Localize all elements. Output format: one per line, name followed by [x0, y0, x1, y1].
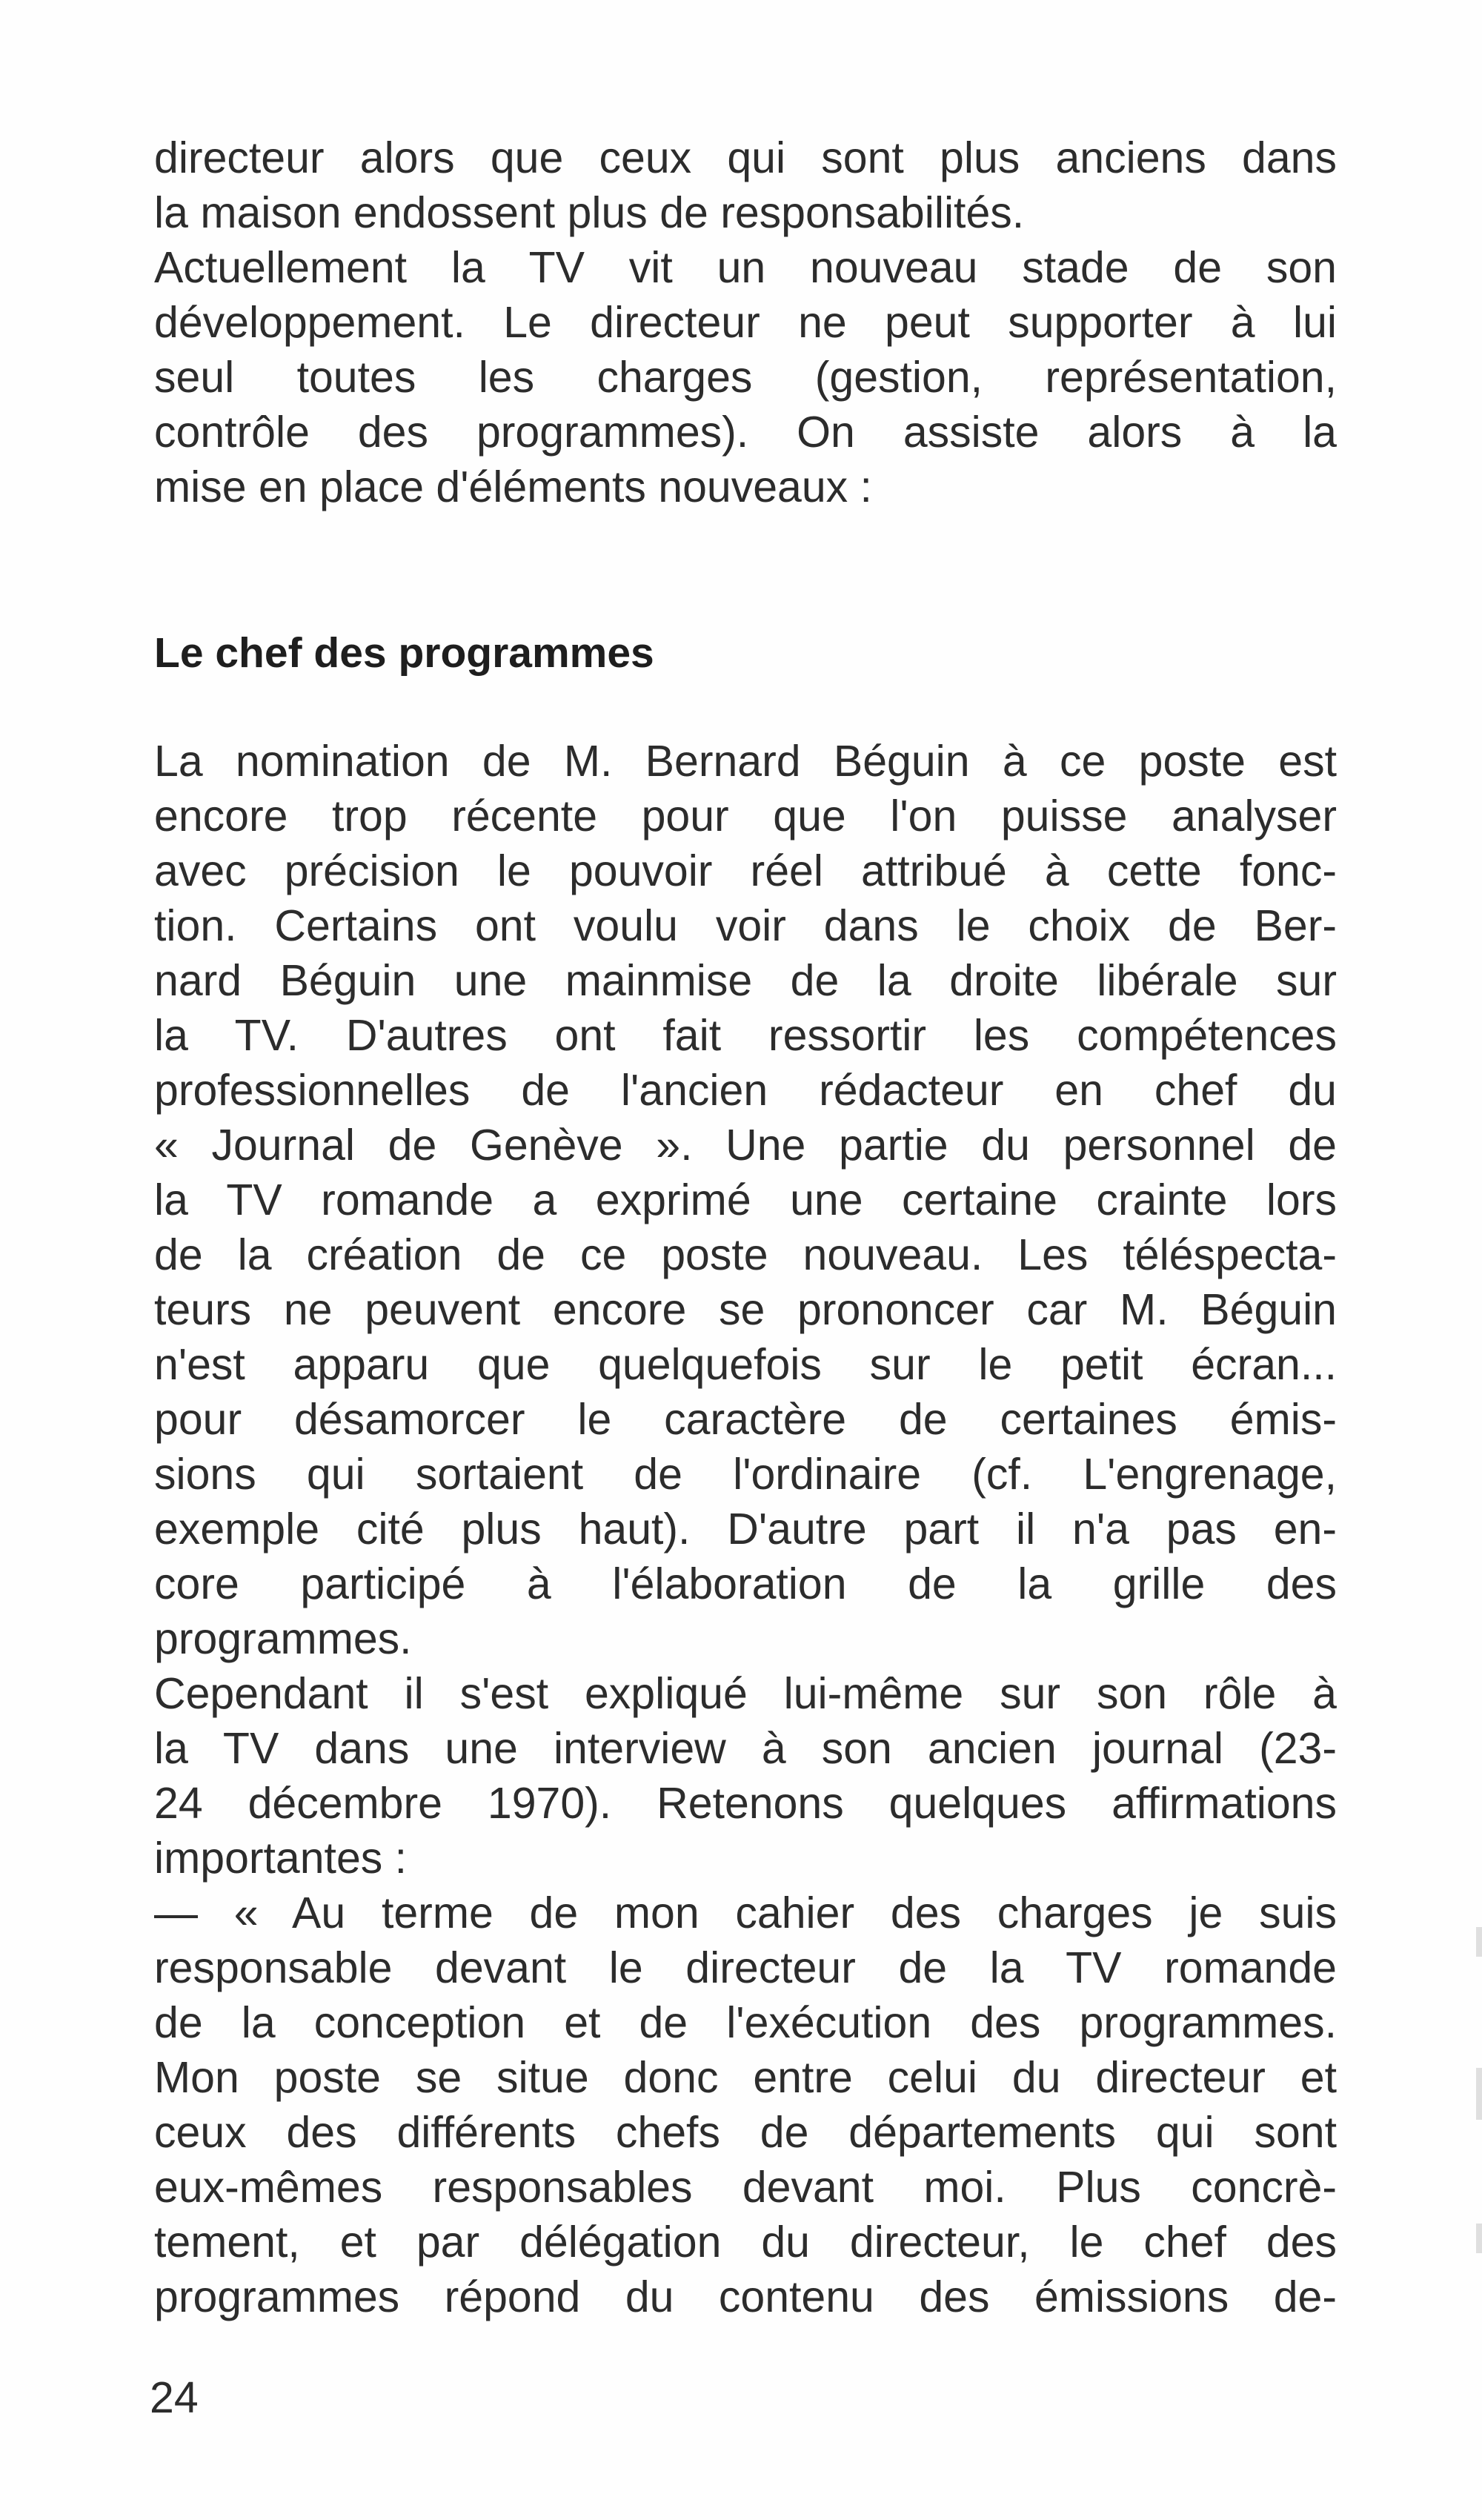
page-edge-shadow	[1476, 1927, 1482, 1957]
text-line: Mon poste se situe donc entre celui du directeur et	[154, 2053, 1337, 2102]
page-edge-shadow	[1476, 2224, 1482, 2253]
text-line: importantes :	[154, 1834, 408, 1883]
text-line: de la conception et de l'exécution des programmes.	[154, 1998, 1337, 2047]
text-line: n'est apparu que quelquefois sur le petit écran...	[154, 1340, 1337, 1389]
text-line: pour désamorcer le caractère de certaines émis-	[154, 1395, 1337, 1444]
text-line: directeur alors que ceux qui sont plus anciens dans	[154, 133, 1337, 182]
text-line: développement. Le directeur ne peut supporter à lui	[154, 298, 1337, 347]
text-line: contrôle des programmes). On assiste alors à la	[154, 408, 1337, 457]
text-line: avec précision le pouvoir réel attribué à cette fonc-	[154, 846, 1337, 895]
text-line: teurs ne peuvent encore se prononcer car M. Béguin	[154, 1285, 1337, 1334]
text-line: La nomination de M. Bernard Béguin à ce poste est	[154, 737, 1337, 786]
text-line: tement, et par délégation du directeur, le chef des	[154, 2218, 1337, 2267]
text-line: seul toutes les charges (gestion, représentation,	[154, 353, 1337, 402]
text-line: sions qui sortaient de l'ordinaire (cf. L'engrenage,	[154, 1450, 1337, 1499]
text-line: core participé à l'élaboration de la grille des	[154, 1559, 1337, 1608]
text-line: la maison endossent plus de responsabilités.	[154, 188, 1025, 237]
page-number: 24	[150, 2373, 199, 2422]
text-line: 24 décembre 1970). Retenons quelques affirmations	[154, 1779, 1337, 1828]
text-line: programmes répond du contenu des émissions de-	[154, 2272, 1337, 2321]
text-line: exemple cité plus haut). D'autre part il n'a pas en-	[154, 1505, 1337, 1554]
text-line: la TV romande a exprimé une certaine crainte lors	[154, 1176, 1337, 1224]
text-line: professionnelles de l'ancien rédacteur en chef du	[154, 1066, 1337, 1115]
text-line: encore trop récente pour que l'on puisse analyser	[154, 792, 1337, 840]
text-line: — « Au terme de mon cahier des charges je suis	[154, 1889, 1337, 1937]
text-line: Cependant il s'est expliqué lui-même sur son rôle à	[154, 1669, 1337, 1718]
text-line: mise en place d'éléments nouveaux :	[154, 462, 872, 511]
text-line: la TV. D'autres ont fait ressortir les compétences	[154, 1011, 1337, 1060]
text-line: Actuellement la TV vit un nouveau stade de son	[154, 243, 1337, 292]
text-line: ceux des différents chefs de départements qui sont	[154, 2108, 1337, 2157]
intro-paragraph	[154, 130, 1337, 514]
text-line: « Journal de Genève ». Une partie du personnel de	[154, 1121, 1337, 1170]
text-line: responsable devant le directeur de la TV romande	[154, 1943, 1337, 1992]
text-line: la TV dans une interview à son ancien journal (23-	[154, 1724, 1337, 1773]
text-line: programmes.	[154, 1614, 412, 1663]
section-heading: Le chef des programmes	[154, 629, 654, 677]
text-line: de la création de ce poste nouveau. Les téléspecta-	[154, 1230, 1337, 1279]
text-line: nard Béguin une mainmise de la droite libérale sur	[154, 956, 1337, 1005]
text-line: eux-mêmes responsables devant moi. Plus concrè-	[154, 2163, 1337, 2212]
body-paragraph	[154, 734, 1337, 2324]
page-edge-shadow	[1476, 2068, 1482, 2120]
text-line: tion. Certains ont voulu voir dans le choix de Ber-	[154, 901, 1337, 950]
